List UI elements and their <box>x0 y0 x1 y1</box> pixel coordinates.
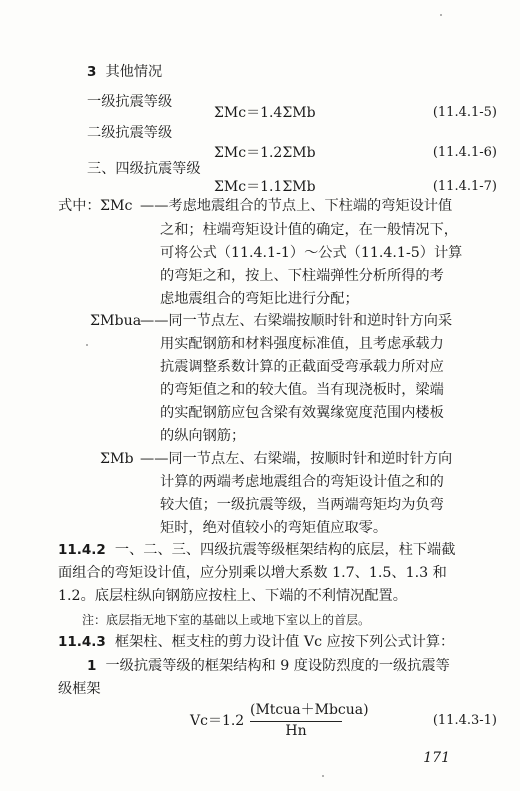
equation-11-4-1-7: ΣMc＝1.1ΣMb <box>214 179 316 195</box>
def2-line: 用实配钢筋和材料强度标准值，且考虑承载力 <box>160 336 444 352</box>
def1-line: 之和；柱端弯矩设计值的确定，在一般情况下， <box>160 222 458 238</box>
scan-speck <box>322 775 324 777</box>
def1-term: ΣMc <box>100 198 133 214</box>
page-number: 171 <box>423 750 450 766</box>
def1-line: 的弯矩之和，按上、下柱端弹性分析所得的考 <box>160 268 444 284</box>
fraction-denominator: Hn <box>285 723 307 739</box>
clause-number: 11.4.3 <box>58 634 106 650</box>
grade34-label: 三、四级抗震等级 <box>87 161 201 177</box>
equation-11-4-3-1-lhs: Vc＝1.2 <box>190 713 245 729</box>
note: 注：底层指无地下室的基础以上或地下室以上的首层。 <box>82 613 371 627</box>
item-number: 1 <box>87 658 97 674</box>
section-title: 其他情况 <box>105 64 163 80</box>
equation-number: (11.4.1-6) <box>432 145 497 160</box>
clause-text: 框架柱、框支柱的剪力设计值 Vc 应按下列公式计算： <box>114 634 455 650</box>
fraction-bar <box>250 721 342 722</box>
clause-11-4-3 <box>58 632 454 652</box>
clause-line: 1.2。底层柱纵向钢筋应按柱上、下端的不利情况配置。 <box>58 588 407 604</box>
def1-line: 虑地震组合的弯矩比进行分配； <box>160 291 359 307</box>
scan-speck <box>440 14 442 16</box>
def2-line: 的纵向钢筋； <box>160 428 246 444</box>
scan-speck <box>86 344 88 346</box>
def3-line: 较大值；一级抗震等级，当两端弯矩均为负弯 <box>160 497 444 513</box>
def3-line: 计算的两端考虑地震组合的弯矩设计值之和的 <box>160 474 444 490</box>
def2-term: ΣMbua <box>90 313 142 329</box>
item-1 <box>87 656 450 676</box>
def3-line: ——同一节点左、右梁端，按顺时针和逆时针方向 <box>140 451 453 467</box>
equation-number: (11.4.3-1) <box>432 713 497 728</box>
def3-line: 矩时，绝对值较小的弯矩值应取零。 <box>160 520 388 536</box>
def2-line: 的弯矩值之和的较大值。当有现浇板时，梁端 <box>160 382 444 398</box>
grade2-label: 二级抗震等级 <box>87 125 173 141</box>
fraction-numerator: (Mtcua＋Mbcua) <box>250 702 369 718</box>
item-text: 一级抗震等级的框架结构和 9 度设防烈度的一级抗震等 <box>105 658 450 674</box>
section-number: 3 <box>87 64 97 80</box>
grade1-label: 一级抗震等级 <box>87 94 173 110</box>
section-3-heading <box>87 62 162 82</box>
equation-number: (11.4.1-5) <box>432 105 497 120</box>
clause-line: 面组合的弯矩设计值，应分别乘以增大系数 1.7、1.5、1.3 和 <box>58 565 447 581</box>
equation-11-4-1-6: ΣMc＝1.2ΣMb <box>214 145 316 161</box>
def1-line: 可将公式（11.4.1-1）～公式（11.4.1-5）计算 <box>160 245 463 261</box>
where-prefix: 式中： <box>58 198 101 214</box>
def2-line: 抗震调整系数计算的正截面受弯承载力所对应 <box>160 359 444 375</box>
def1-line: ——考虑地震组合的节点上、下柱端的弯矩设计值 <box>140 198 453 214</box>
def2-line: 的实配钢筋应包含梁有效翼缘宽度范围内楼板 <box>160 405 444 421</box>
def2-line: ——同一节点左、右梁端按顺时针和逆时针方向采 <box>140 313 453 329</box>
clause-11-4-2 <box>58 540 455 560</box>
clause-number: 11.4.2 <box>58 542 106 558</box>
equation-11-4-1-5: ΣMc＝1.4ΣMb <box>214 105 316 121</box>
clause-text: 一、二、三、四级抗震等级框架结构的底层，柱下端截 <box>114 542 456 558</box>
equation-number: (11.4.1-7) <box>432 179 497 194</box>
def3-term: ΣMb <box>100 451 134 467</box>
item-line: 级框架 <box>58 681 101 697</box>
